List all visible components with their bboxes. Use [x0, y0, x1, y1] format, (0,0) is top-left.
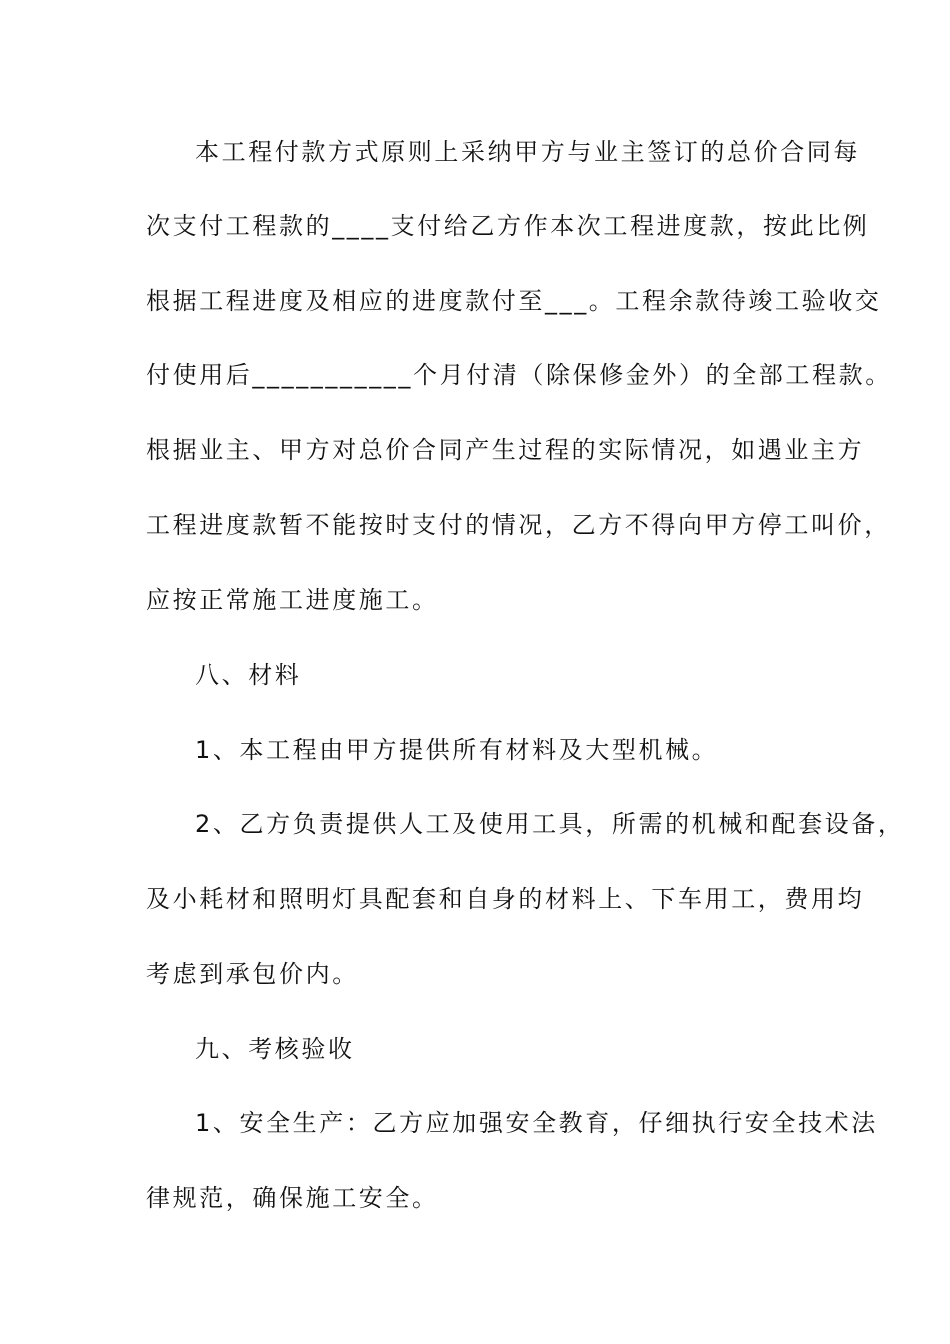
- acceptance-item-1-line-2: 律规范，确保施工安全。: [146, 1184, 439, 1212]
- paragraph-payment-line-2: 次支付工程款的____支付给乙方作本次工程进度款，按此比例: [146, 212, 870, 240]
- materials-item-2-line-1: 2、乙方负责提供人工及使用工具，所需的机械和配套设备，: [195, 810, 905, 838]
- paragraph-payment-line-1: 本工程付款方式原则上采纳甲方与业主签订的总价合同每: [195, 138, 860, 166]
- paragraph-payment-line-7: 应按正常施工进度施工。: [146, 586, 439, 614]
- paragraph-payment-line-4: 付使用后___________个月付清（除保修金外）的全部工程款。: [146, 361, 892, 389]
- section-heading-acceptance: 九、考核验收: [195, 1035, 355, 1063]
- paragraph-payment-line-5: 根据业主、甲方对总价合同产生过程的实际情况，如遇业主方: [146, 436, 865, 464]
- paragraph-payment-line-6: 工程进度款暂不能按时支付的情况，乙方不得向甲方停工叫价，: [146, 511, 891, 539]
- materials-item-1: 1、本工程由甲方提供所有材料及大型机械。: [195, 736, 719, 764]
- materials-item-2-line-3: 考虑到承包价内。: [146, 960, 359, 988]
- materials-item-2-line-2: 及小耗材和照明灯具配套和自身的材料上、下车用工，费用均: [146, 885, 865, 913]
- section-heading-materials: 八、材料: [195, 661, 302, 689]
- paragraph-payment-line-3: 根据工程进度及相应的进度款付至___。工程余款待竣工验收交: [146, 287, 882, 315]
- acceptance-item-1-line-1: 1、安全生产：乙方应加强安全教育，仔细执行安全技术法: [195, 1109, 878, 1137]
